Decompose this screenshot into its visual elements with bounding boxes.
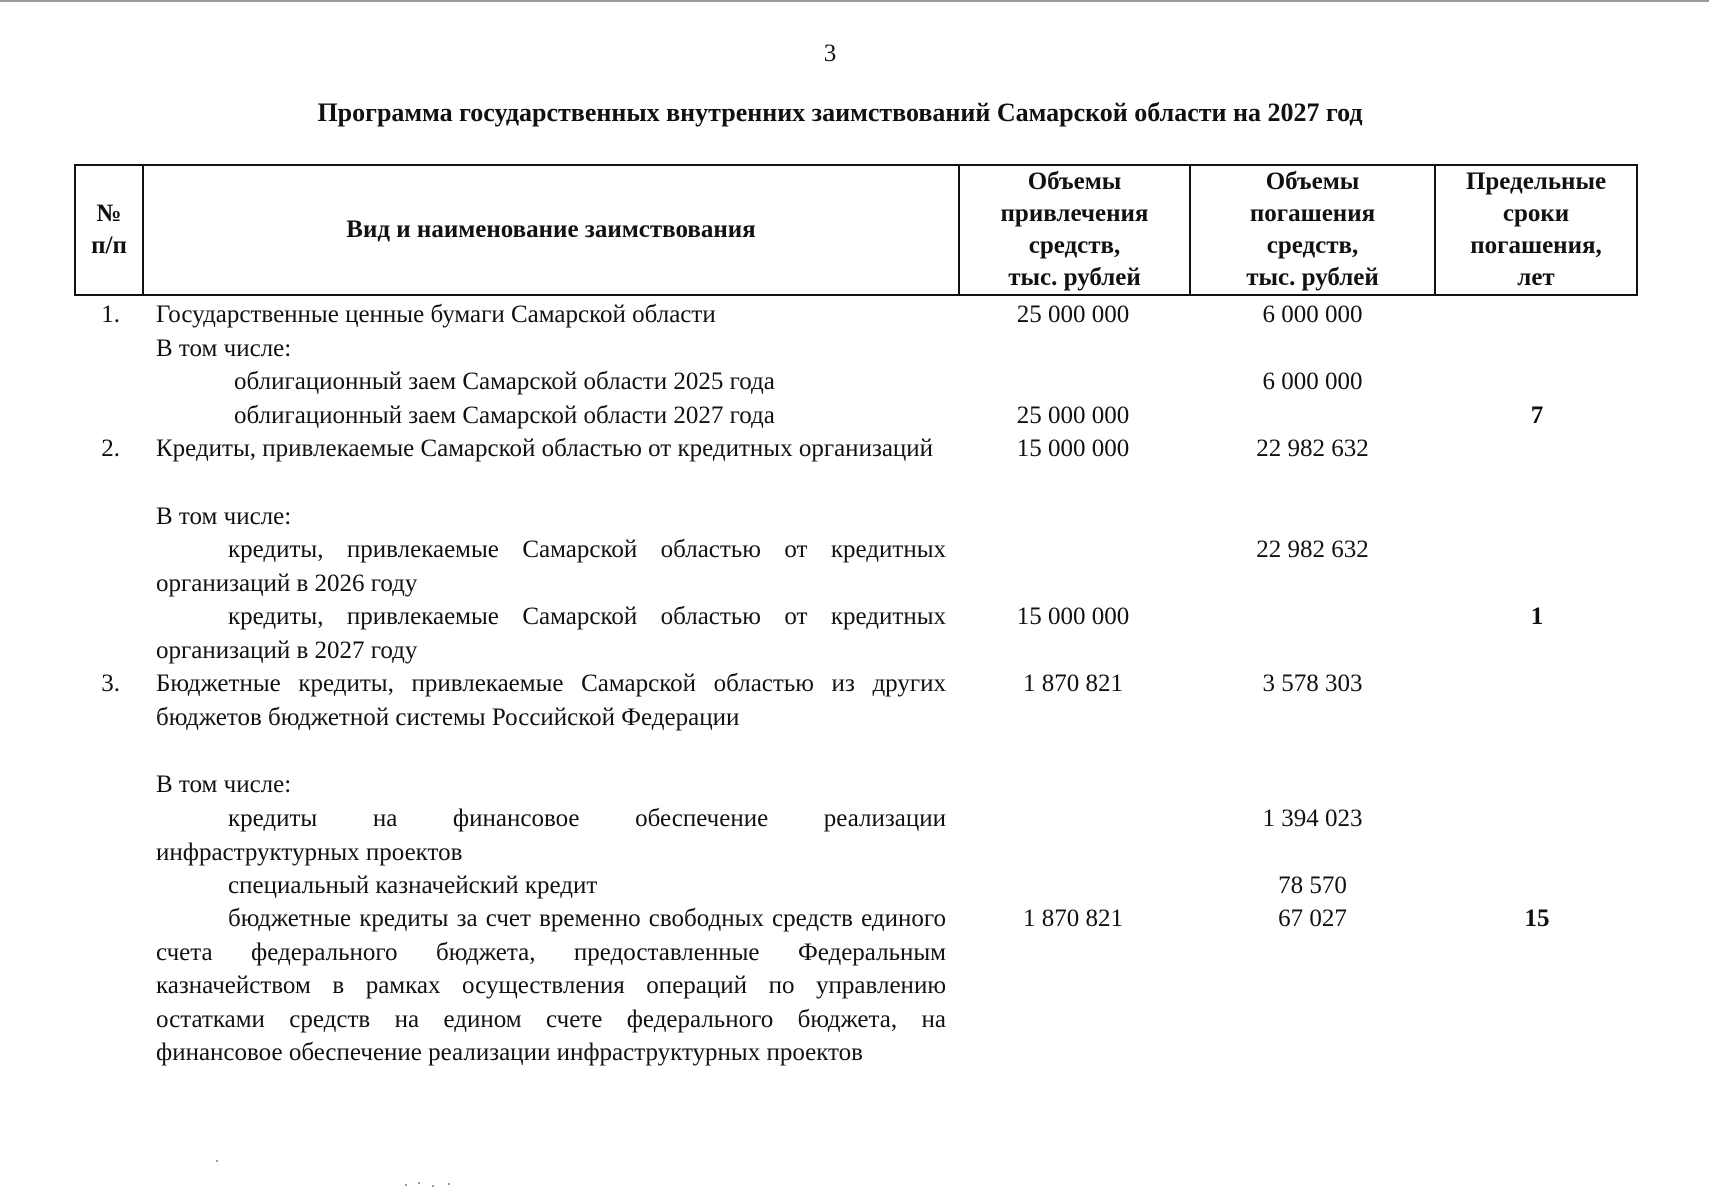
row-number: 3.	[101, 670, 120, 697]
row-name: кредиты, привлекаемые Самарской областью от кредитных организаций в 2026 году	[156, 536, 946, 597]
scan-top-edge	[0, 0, 1709, 2]
row-term: 1	[1530, 603, 1544, 630]
row-name: специальный казначейский кредит	[228, 872, 598, 899]
row-name: Бюджетные кредиты, привлекаемые Самарской областью из других бюджетов бюджетной системы Российской Федерации	[156, 670, 946, 731]
row-attraction: 1 870 821	[1023, 670, 1123, 697]
scan-speckle	[405, 1184, 407, 1186]
row-term: 15	[1524, 905, 1550, 932]
row-name: кредиты на финансовое обеспечение реализации инфраструктурных проектов	[156, 805, 946, 866]
row-repayment: 78 570	[1278, 872, 1347, 899]
row-repayment: 6 000 000	[1262, 301, 1363, 328]
row-repayment: 1 394 023	[1262, 805, 1363, 832]
row-attraction: 1 870 821	[1023, 905, 1123, 932]
header-repayment-volume: Объемы погашения средств, тыс. рублей	[1246, 168, 1379, 291]
row-name: Государственные ценные бумаги Самарской области	[156, 301, 716, 328]
row-name: облигационный заем Самарской области 2027 года	[234, 402, 775, 429]
header-borrowing-name: Вид и наименование заимствования	[346, 216, 756, 243]
row-name: бюджетные кредиты за счет временно свободных средств единого счета федерального бюджета, предоставленные Федеральным казначейством в рамках осуществления операций по управлению остатками средств на едином счете федерального бюджета, на финансовое обеспечение реализации инфраструктурных проектов	[156, 905, 946, 1066]
scan-speckle	[432, 1185, 434, 1187]
scan-speckle	[418, 1182, 420, 1184]
row-name: В том числе:	[156, 503, 292, 530]
row-name: Кредиты, привлекаемые Самарской областью от кредитных организаций	[156, 435, 934, 462]
header-repayment-term: Предельные сроки погашения, лет	[1465, 168, 1607, 291]
row-number: 2.	[101, 435, 120, 462]
row-name: В том числе:	[156, 335, 292, 362]
document-title: Программа государственных внутренних заимствований Самарской области на 2027 год	[317, 98, 1363, 127]
row-repayment: 6 000 000	[1262, 368, 1363, 395]
row-repayment: 22 982 632	[1256, 435, 1369, 462]
row-name: облигационный заем Самарской области 2025 года	[234, 368, 775, 395]
page-number: 3	[823, 40, 837, 67]
scan-speckle	[216, 1160, 218, 1162]
header-number: № п/п	[91, 200, 127, 259]
row-repayment: 67 027	[1278, 905, 1347, 932]
table-header	[74, 164, 1638, 296]
row-number: 1.	[101, 301, 120, 328]
row-repayment: 22 982 632	[1256, 536, 1369, 563]
row-term: 7	[1530, 402, 1544, 429]
row-attraction: 25 000 000	[1016, 402, 1130, 429]
scan-speckle	[448, 1183, 450, 1185]
row-repayment: 3 578 303	[1262, 670, 1363, 697]
row-attraction: 15 000 000	[1016, 603, 1130, 630]
header-attraction-volume: Объемы привлечения средств, тыс. рублей	[1000, 168, 1149, 291]
row-name: кредиты, привлекаемые Самарской областью от кредитных организаций в 2027 году	[156, 603, 946, 664]
row-attraction: 25 000 000	[1016, 301, 1130, 328]
row-attraction: 15 000 000	[1016, 435, 1130, 462]
row-name: В том числе:	[156, 771, 292, 798]
